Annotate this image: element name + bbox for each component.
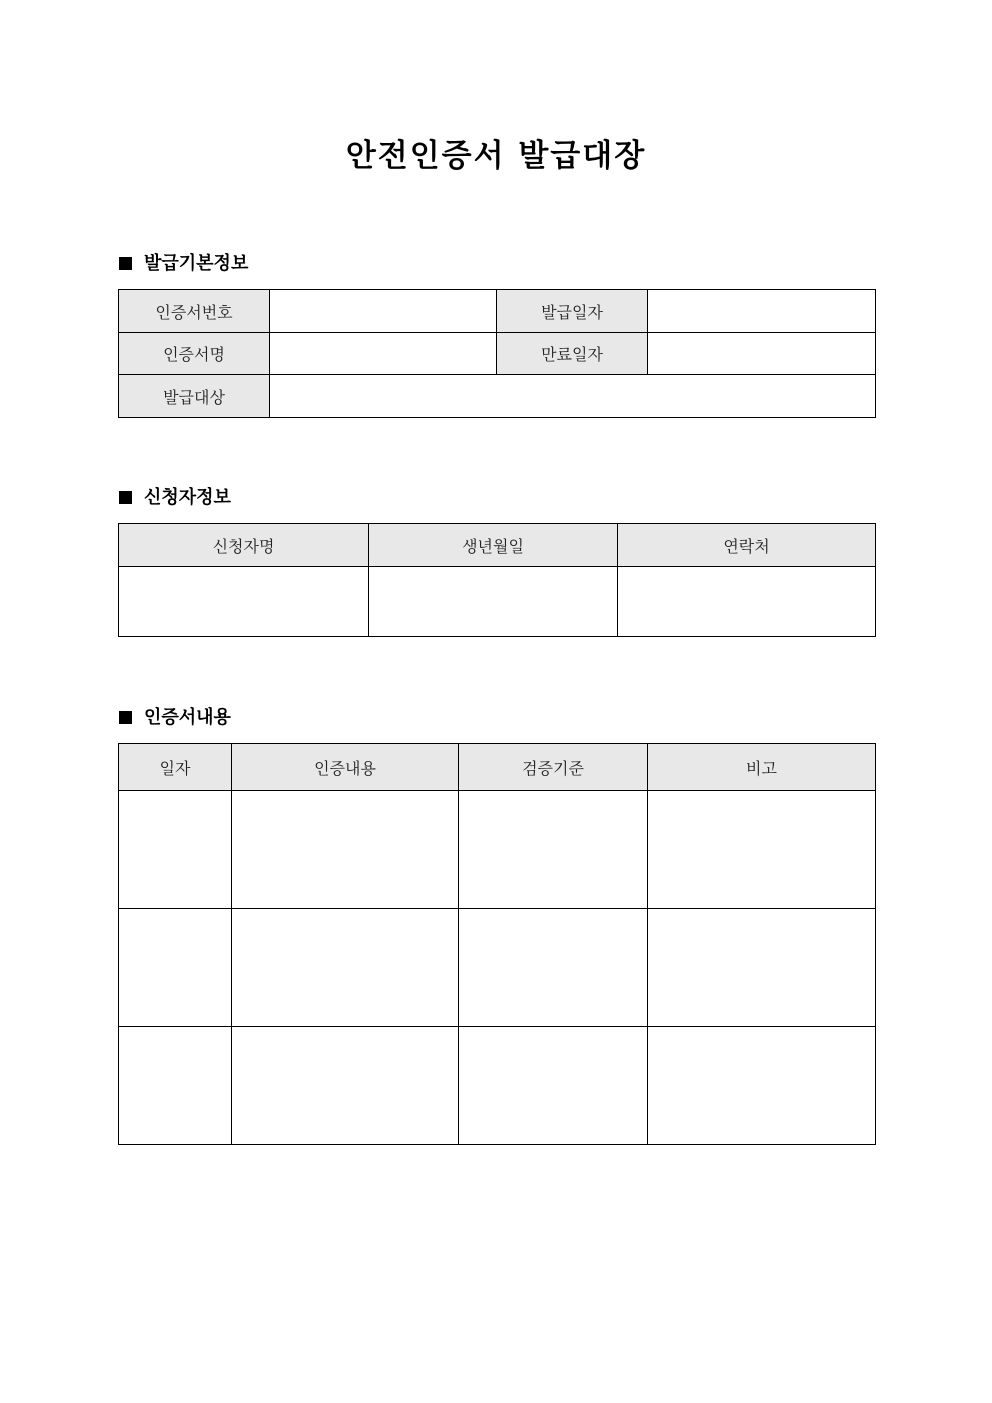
square-bullet-icon bbox=[119, 257, 132, 270]
applicant-table bbox=[118, 523, 876, 637]
issue-date-label: 발급일자 bbox=[497, 290, 648, 333]
birth-date-field[interactable] bbox=[369, 567, 618, 637]
contact-header: 연락처 bbox=[618, 524, 876, 567]
birth-date-header: 생년월일 bbox=[369, 524, 618, 567]
expiry-date-field[interactable] bbox=[648, 333, 876, 375]
remarks-cell[interactable] bbox=[648, 791, 876, 909]
applicant-name-field[interactable] bbox=[119, 567, 369, 637]
section-heading-applicant bbox=[119, 486, 231, 510]
section-heading-basic-text: 발급기본정보 bbox=[144, 253, 249, 274]
cert-name-label: 인증서명 bbox=[119, 333, 270, 375]
contact-field[interactable] bbox=[618, 567, 876, 637]
section-heading-basic bbox=[119, 252, 248, 276]
square-bullet-icon bbox=[119, 491, 132, 504]
criteria-cell[interactable] bbox=[459, 1027, 648, 1145]
remarks-header: 비고 bbox=[648, 744, 876, 791]
section-heading-content bbox=[119, 706, 231, 730]
table-row bbox=[119, 909, 876, 1027]
cert-no-field[interactable] bbox=[270, 290, 497, 333]
content-table bbox=[118, 743, 876, 1145]
table-row bbox=[119, 1027, 876, 1145]
remarks-cell[interactable] bbox=[648, 1027, 876, 1145]
criteria-cell[interactable] bbox=[459, 791, 648, 909]
cert-content-header: 인증내용 bbox=[232, 744, 459, 791]
date-cell[interactable] bbox=[119, 791, 232, 909]
cert-content-cell[interactable] bbox=[232, 909, 459, 1027]
expiry-date-label: 만료일자 bbox=[497, 333, 648, 375]
remarks-cell[interactable] bbox=[648, 909, 876, 1027]
target-label: 발급대상 bbox=[119, 375, 270, 418]
section-heading-content-text: 인증서내용 bbox=[144, 707, 231, 728]
criteria-cell[interactable] bbox=[459, 909, 648, 1027]
cert-name-field[interactable] bbox=[270, 333, 497, 375]
table-row bbox=[119, 791, 876, 909]
basic-info-table bbox=[118, 289, 876, 418]
cert-no-label: 인증서번호 bbox=[119, 290, 270, 333]
date-cell[interactable] bbox=[119, 1027, 232, 1145]
issue-date-field[interactable] bbox=[648, 290, 876, 333]
criteria-header: 검증기준 bbox=[459, 744, 648, 791]
target-field[interactable] bbox=[270, 375, 876, 418]
cert-content-cell[interactable] bbox=[232, 791, 459, 909]
date-header: 일자 bbox=[119, 744, 232, 791]
applicant-name-header: 신청자명 bbox=[119, 524, 369, 567]
page-title: 안전인증서 발급대장 bbox=[345, 138, 647, 174]
section-heading-applicant-text: 신청자정보 bbox=[144, 487, 231, 508]
square-bullet-icon bbox=[119, 711, 132, 724]
date-cell[interactable] bbox=[119, 909, 232, 1027]
cert-content-cell[interactable] bbox=[232, 1027, 459, 1145]
